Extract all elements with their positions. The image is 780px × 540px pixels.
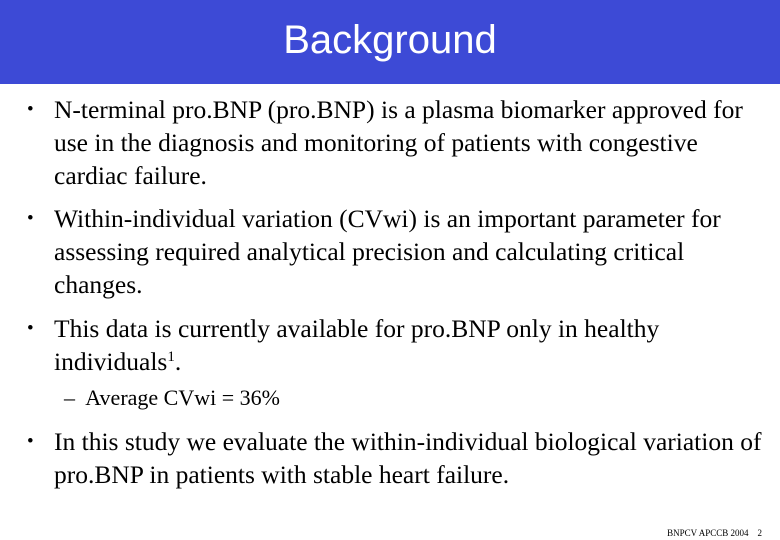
bullet-4 [27,425,772,491]
bullet-3 [27,312,772,378]
bullet-marker: • [27,208,34,229]
bullet-marker: • [27,318,34,339]
slide-title: Background [283,17,497,62]
bullet-text: Within-individual variation (CVwi) is an important parameter for assessing required analytical precision and calculating critical changes. [54,204,721,299]
bullet-marker: • [27,431,34,452]
reference-superscript: 1 [167,349,175,365]
sub-bullet-text: Average CVwi = 36% [85,385,280,410]
footer-text: BNPCV APCCB 2004 [667,528,749,538]
title-bar [0,0,780,84]
bullet-text: This data is currently available for pro.BNP only in healthy individuals [54,314,660,376]
slide-footer [667,528,762,538]
sub-bullet [64,384,280,412]
sub-bullet-marker: – [64,385,75,410]
bullet-text: N-terminal pro.BNP (pro.BNP) is a plasma biomarker approved for use in the diagnosis and monitoring of patients with congestive cardiac failure. [54,95,743,190]
bullet-suffix: . [174,347,182,376]
bullet-2 [27,202,772,301]
bullet-marker: • [27,99,34,120]
page-number: 2 [757,528,762,538]
bullet-1 [27,93,772,192]
bullet-text: In this study we evaluate the within-individual biological variation of pro.BNP in patients with stable heart failure. [54,427,762,489]
